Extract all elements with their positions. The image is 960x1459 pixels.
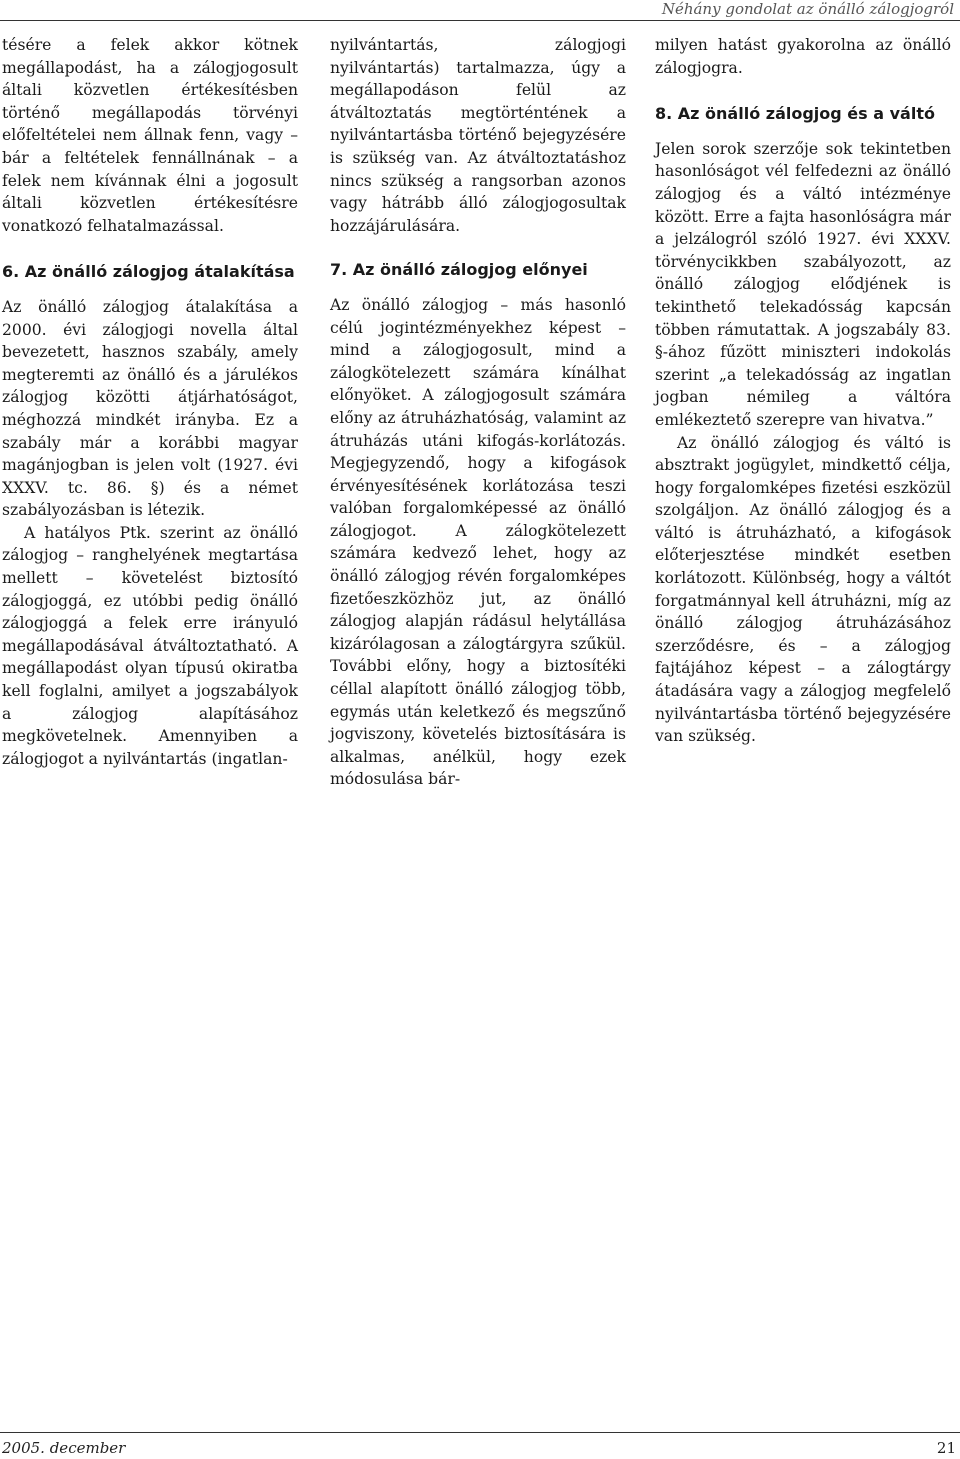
issue-date: 2005. december [2, 1439, 126, 1457]
section-heading: 8. Az önálló zálogjog és a váltó [655, 104, 935, 124]
header-rule [0, 20, 960, 21]
paragraph: milyen hatást gyakorolna az önálló zálogjogra. [655, 36, 951, 77]
paragraph: nyilvántartás, zálogjogi nyilvántartás) tartalmazza, úgy a megállapodáson felül az átváltoztatás megtörténtének a nyilvántartásba történő bejegyzésére is szükség van. Az átváltoztatáshoz nincs szükség a rangsorban azonos vagy hátrább álló zálogjogosultak hozzájárulására. [330, 36, 626, 235]
page-number: 21 [936, 1439, 956, 1457]
paragraph: Jelen sorok szerzője sok tekintetben hasonlóságot vél felfedezni az önálló zálogjog és a váltó intézménye között. Erre a fajta hasonlóságra már a jelzálogról szóló 1927. évi XXXV. törvénycikkben szabályozott, az önálló zálogjog elődjének is tekinthető telekadósság kapcsán többen rámutattak. A jogszabály 83. §-ához fűzött miniszteri indokolás szerint „a telekadósság az ingatlan jogban némileg a váltóra emlékeztető szerepre van hivatva.” [655, 139, 951, 429]
footer-rule [0, 1432, 960, 1433]
text-column-2 [330, 34, 626, 791]
text-column-3 [655, 34, 951, 748]
paragraph: Az önálló zálogjog átalakítása a 2000. évi zálogjogi novella által bevezetett, hasznos szabály, amely megteremti az önálló és a járulékos zálogjog közötti átjárhatóságot, méghozzá mindkét irányba. Ez a szabály már a korábbi magyar magánjogban is jelen volt (1927. évi XXXV. tc. 86. §) és a német szabályozásban is létezik. [2, 297, 298, 520]
paragraph: Az önálló zálogjog és váltó is absztrakt jogügylet, mindkettő célja, hogy forgalomképes fizetési eszközül szolgáljon. Az önálló zálogjog és a váltó is átruházható, a kifogások előterjesztése mindkét esetben korlátozott. Különbség, hogy a váltót forgatmánnyal kell átruházni, míg az önálló zálogjog átruházásához szerződésre, és – a zálogjog fajtájához képest – a zálogtárgy átadására vagy a zálogjog megfelelő nyilvántartásba történő bejegyzésére van szükség. [655, 433, 951, 746]
section-heading: 7. Az önálló zálogjog előnyei [330, 260, 588, 280]
section-heading: 6. Az önálló zálogjog átalakítása [2, 262, 295, 282]
paragraph: Az önálló zálogjog – más hasonló célú jogintézményekhez képest – mind a zálogjogosult, mind a zálogkötelezett számára kínálhat előnyöket. A zálogjogosult számára előny az átruházhatóság, valamint az átruházás utáni kifogás-korlátozás. Megjegyzendő, hogy a kifogások érvényesítésének korlátozása teszi valóban forgalomképessé az önálló zálogjogot. A zálogkötelezett számára kedvező lehet, hogy az önálló zálogjog révén forgalomképes fizetőeszközhöz jut, az önálló zálogjog alapján rádásul helytállása kizárólagosan a zálogtárgyra szűkül. További előny, hogy a biztosítéki céllal alapított önálló zálogjog több, egymás után keletkező és megszűnő jogviszony, követelés biztosítására is alkalmas, anélkül, hogy ezek módosulása bár- [330, 295, 626, 789]
paragraph: A hatályos Ptk. szerint az önálló zálogjog – ranghelyének megtartása mellett – követelést biztosító zálogjoggá, ez utóbbi pedig önálló zálogjoggá a felek erre irányuló megállapodásával átváltoztatható. A megállapodást olyan típusú okiratba kell foglalni, amilyet a jogszabályok a zálogjog alapításához megkövetelnek. Amennyiben a zálogjogot a nyilvántartás (ingatlan- [2, 523, 298, 768]
paragraph: tésére a felek akkor kötnek megállapodást, ha a zálogjogosult általi közvetlen értékesítésben történő megállapodás törvényi előfeltételei nem állnak fenn, vagy – bár a feltételek fennállnának – a felek nem kívánnak élni a jogosult általi közvetlen értékesítésre vonatkozó felhatalmazással. [2, 36, 298, 235]
running-title: Néhány gondolat az önálló zálogjogról [661, 0, 954, 18]
text-column-1 [2, 34, 298, 770]
